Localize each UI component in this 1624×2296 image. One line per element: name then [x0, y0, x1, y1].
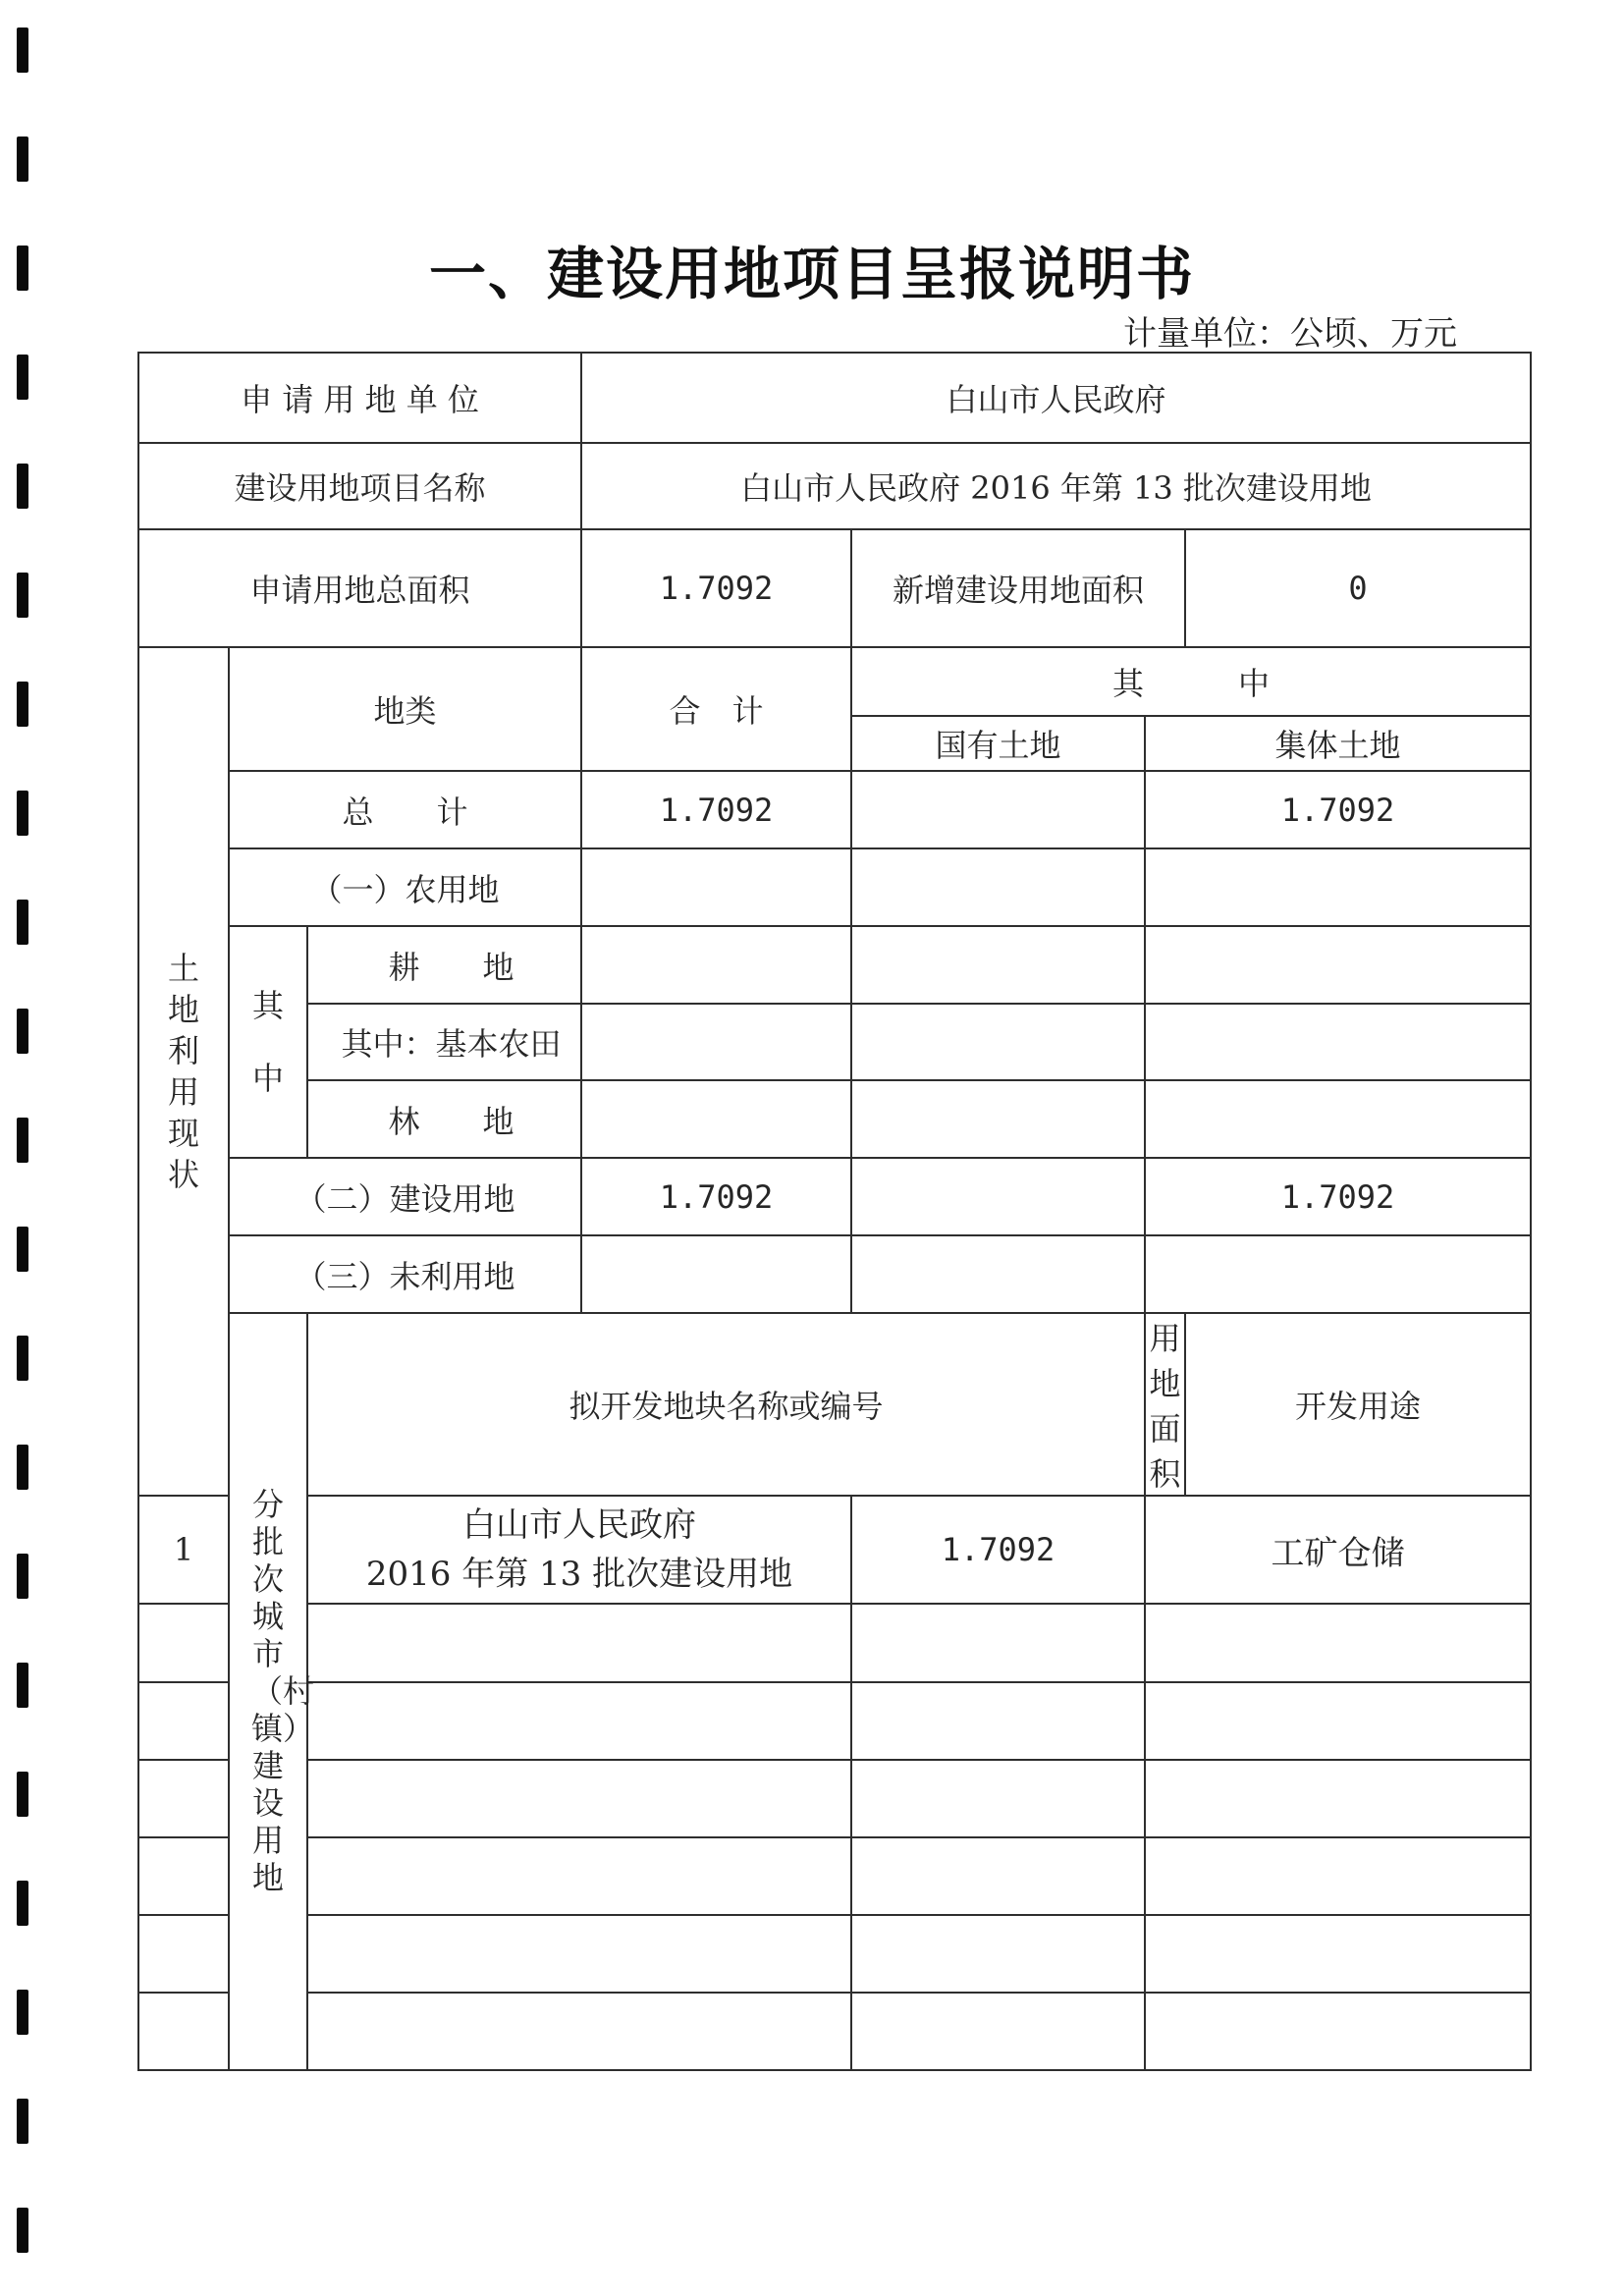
batch-row-use	[1145, 1993, 1531, 2070]
land-row-collective-value	[1145, 1004, 1531, 1080]
batch-row-name-line1: 白山市人民政府	[462, 1505, 696, 1545]
binding-mark	[17, 1227, 28, 1272]
binding-mark	[17, 1772, 28, 1817]
batch-row-area: 1.7092	[851, 1496, 1145, 1604]
measurement-unit: 计量单位：公顷、万元	[1123, 314, 1457, 354]
binding-mark	[17, 1336, 28, 1381]
batch-row-name	[307, 1760, 851, 1837]
batch-row-area	[851, 1915, 1145, 1993]
batch-row-name	[307, 1682, 851, 1760]
land-total-header: 合 计	[581, 647, 851, 771]
batch-row	[138, 1915, 1531, 1993]
batch-row-area	[851, 1837, 1145, 1915]
land-row-unused	[138, 1235, 1531, 1313]
land-row-collective-value: 1.7092	[1145, 1158, 1531, 1235]
batch-side-text: 分批次城市（村镇）建设用地	[251, 1485, 315, 1896]
land-row-name: （二）建设用地	[229, 1158, 581, 1235]
land-use-side-text: 土地利用现状	[167, 950, 199, 1193]
land-row-state-value	[851, 1080, 1145, 1158]
land-row-collective-value	[1145, 1235, 1531, 1313]
sub-group-label	[229, 926, 307, 1158]
application-form-table	[137, 352, 1532, 2071]
binding-mark	[17, 573, 28, 618]
parcel-area-header: 用地面积	[1145, 1313, 1185, 1496]
batch-row-name	[307, 1915, 851, 1993]
land-row-state-value	[851, 926, 1145, 1004]
batch-row-use	[1145, 1837, 1531, 1915]
applicant-row	[138, 353, 1531, 443]
land-use-header-row	[138, 647, 1531, 716]
land-row-total-value: 1.7092	[581, 771, 851, 848]
binding-mark	[17, 900, 28, 945]
binding-mark	[17, 464, 28, 509]
applicant-label: 申 请 用 地 单 位	[138, 353, 581, 443]
land-row-total-value	[581, 1235, 851, 1313]
project-label: 建设用地项目名称	[138, 443, 581, 529]
land-row-total	[138, 771, 1531, 848]
batch-row-number	[138, 1837, 229, 1915]
batch-row	[138, 1837, 1531, 1915]
new-area-value: 0	[1185, 529, 1531, 647]
binding-mark	[17, 27, 28, 73]
total-area-value: 1.7092	[581, 529, 851, 647]
binding-mark	[17, 137, 28, 182]
land-row-name: 总 计	[229, 771, 581, 848]
land-row-collective-value: 1.7092	[1145, 771, 1531, 848]
project-row	[138, 443, 1531, 529]
binding-mark	[17, 1881, 28, 1926]
batch-row-use	[1145, 1760, 1531, 1837]
batch-row-area	[851, 1682, 1145, 1760]
batch-row	[138, 1993, 1531, 2070]
land-row-state-value	[851, 1004, 1145, 1080]
land-type-header: 地类	[229, 647, 581, 771]
binding-mark	[17, 1009, 28, 1054]
binding-mark	[17, 1445, 28, 1490]
binding-mark	[17, 791, 28, 836]
batch-header-row	[138, 1313, 1531, 1496]
land-row-total-value	[581, 848, 851, 926]
land-row-state-value	[851, 771, 1145, 848]
parcel-use-header: 开发用途	[1185, 1313, 1531, 1496]
batch-row-name	[307, 1837, 851, 1915]
land-row-total-value	[581, 926, 851, 1004]
batch-row-use	[1145, 1604, 1531, 1682]
land-row-forest	[138, 1080, 1531, 1158]
batch-side-label	[229, 1313, 315, 2070]
land-row-agricultural	[138, 848, 1531, 926]
land-row-state-value	[851, 848, 1145, 926]
batch-row-area	[851, 1993, 1145, 2070]
applicant-value: 白山市人民政府	[581, 353, 1531, 443]
binding-mark	[17, 1118, 28, 1163]
binding-mark	[17, 1663, 28, 1708]
land-row-state-value	[851, 1235, 1145, 1313]
batch-row-name	[307, 1604, 851, 1682]
batch-row	[138, 1496, 1531, 1604]
total-area-row	[138, 529, 1531, 647]
land-row-name: 林 地	[307, 1080, 581, 1158]
land-row-name: 耕 地	[307, 926, 581, 1004]
batch-row-number	[138, 1682, 229, 1760]
collective-land-header: 集体土地	[1145, 716, 1531, 771]
land-row-total-value	[581, 1080, 851, 1158]
sub-group-text: 其中	[251, 987, 284, 1097]
batch-row-area	[851, 1604, 1145, 1682]
batch-row-number	[138, 1760, 229, 1837]
binding-mark	[17, 2099, 28, 2144]
binding-mark	[17, 1990, 28, 2035]
batch-row-number	[138, 1604, 229, 1682]
land-row-name: （一）农用地	[229, 848, 581, 926]
total-area-label: 申请用地总面积	[138, 529, 581, 647]
binding-mark	[17, 682, 28, 727]
land-row-collective-value	[1145, 848, 1531, 926]
land-row-name: （三）未利用地	[229, 1235, 581, 1313]
batch-row-name	[307, 1993, 851, 2070]
land-row-state-value	[851, 1158, 1145, 1235]
binding-mark	[17, 355, 28, 400]
batch-row-area	[851, 1760, 1145, 1837]
land-use-side-label	[138, 647, 229, 1496]
project-value: 白山市人民政府 2016 年第 13 批次建设用地	[581, 443, 1531, 529]
land-row-collective-value	[1145, 926, 1531, 1004]
land-row-total-value: 1.7092	[581, 1158, 851, 1235]
land-row-total-value	[581, 1004, 851, 1080]
batch-row	[138, 1760, 1531, 1837]
new-area-label: 新增建设用地面积	[851, 529, 1185, 647]
batch-row-number: 1	[138, 1496, 229, 1604]
batch-row-use	[1145, 1682, 1531, 1760]
binding-mark	[17, 1554, 28, 1599]
batch-row-number	[138, 1915, 229, 1993]
land-row-cultivated	[138, 926, 1531, 1004]
batch-row-use	[1145, 1915, 1531, 1993]
land-row-construction	[138, 1158, 1531, 1235]
batch-row-number	[138, 1993, 229, 2070]
binding-mark	[17, 2208, 28, 2253]
page-title: 一、建设用地项目呈报说明书	[428, 241, 1195, 307]
batch-row-name	[307, 1496, 851, 1604]
batch-row	[138, 1604, 1531, 1682]
batch-row	[138, 1682, 1531, 1760]
state-land-header: 国有土地	[851, 716, 1145, 771]
batch-row-name-line2: 2016 年第 13 批次建设用地	[365, 1555, 793, 1594]
parcel-name-header: 拟开发地块名称或编号	[307, 1313, 1145, 1496]
land-among-header: 其 中	[851, 647, 1531, 716]
batch-row-use: 工矿仓储	[1145, 1496, 1531, 1604]
land-row-collective-value	[1145, 1080, 1531, 1158]
land-row-basic-farmland	[138, 1004, 1531, 1080]
land-row-name: 其中：基本农田	[307, 1004, 581, 1080]
